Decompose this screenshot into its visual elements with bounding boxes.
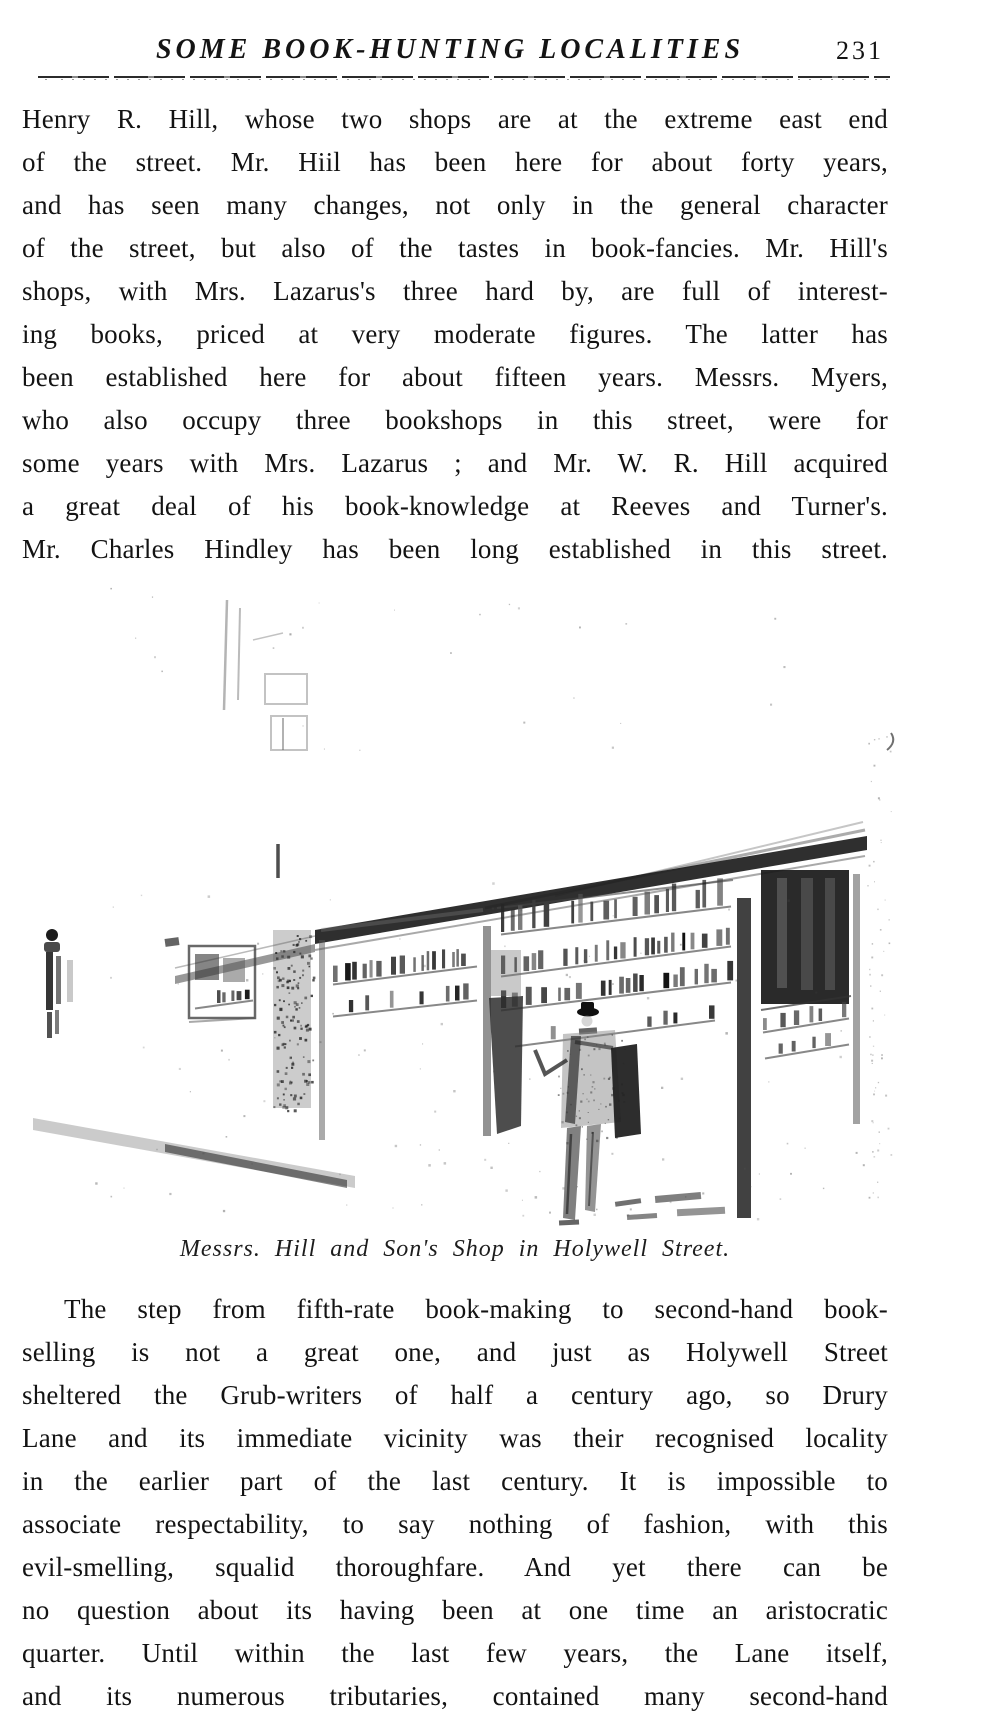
text-line: quarter. Until within the last few years, the Lane itself, — [22, 1638, 888, 1668]
text-line: of the street, but also of the tastes in book-fancies. Mr. Hill's — [22, 233, 888, 263]
text-line: of the street. Mr. Hiil has been here for about forty years, — [22, 147, 888, 177]
doorway-shadow — [489, 950, 523, 1134]
right-shop-window — [761, 870, 851, 1010]
page-number: 231 — [836, 36, 884, 65]
text-line: and its numerous tributaries, contained many second-hand — [22, 1681, 888, 1711]
text-line: evil-smelling, squalid thoroughfare. And yet there can be — [22, 1552, 888, 1582]
street-scene-engraving — [15, 578, 895, 1226]
illustration-caption: Messrs. Hill and Son's Shop in Holywell Street. — [179, 1236, 731, 1262]
text-line: associate respectability, to say nothing of fashion, with this — [22, 1509, 888, 1539]
illustration-figure — [15, 578, 895, 1226]
header-rule — [38, 76, 890, 80]
text-line: and has seen many changes, not only in the general character — [22, 190, 888, 220]
text-line: in the earlier part of the last century. It is impossible to — [22, 1466, 888, 1496]
text-line: some years with Mrs. Lazarus ; and Mr. W. R. Hill acquired — [22, 448, 888, 478]
text-line: Mr. Charles Hindley has been long established in this street. — [22, 534, 888, 564]
text-line: a great deal of his book-knowledge at Reeves and Turner's. — [22, 491, 888, 521]
text-line: no question about its having been at one time an aristocratic — [22, 1595, 888, 1625]
paragraph-1 — [22, 98, 888, 571]
text-line: shops, with Mrs. Lazarus's three hard by, are full of interest- — [22, 276, 888, 306]
running-header-title: SOME BOOK-HUNTING LOCALITIES — [155, 34, 745, 65]
text-line: ing books, priced at very moderate figures. The latter has — [22, 319, 888, 349]
text-line: selling is not a great one, and just as Holywell Street — [22, 1337, 888, 1367]
text-line: Henry R. Hill, whose two shops are at the extreme east end — [22, 104, 888, 134]
text-line: who also occupy three bookshops in this street, were for — [22, 405, 888, 435]
text-line: been established here for about fifteen years. Messrs. Myers, — [22, 362, 888, 392]
text-line: Lane and its immediate vicinity was their recognised locality — [22, 1423, 888, 1453]
sky-speckles — [110, 588, 785, 751]
paragraph-2 — [22, 1288, 888, 1718]
right-margin-speckles — [867, 736, 892, 1199]
text-line: The step from fifth-rate book-making to second-hand book- — [64, 1294, 888, 1324]
left-pedestrian-figure — [44, 929, 73, 1038]
left-building-sketch — [224, 600, 893, 878]
text-line: sheltered the Grub-writers of half a century ago, so Drury — [22, 1380, 888, 1410]
